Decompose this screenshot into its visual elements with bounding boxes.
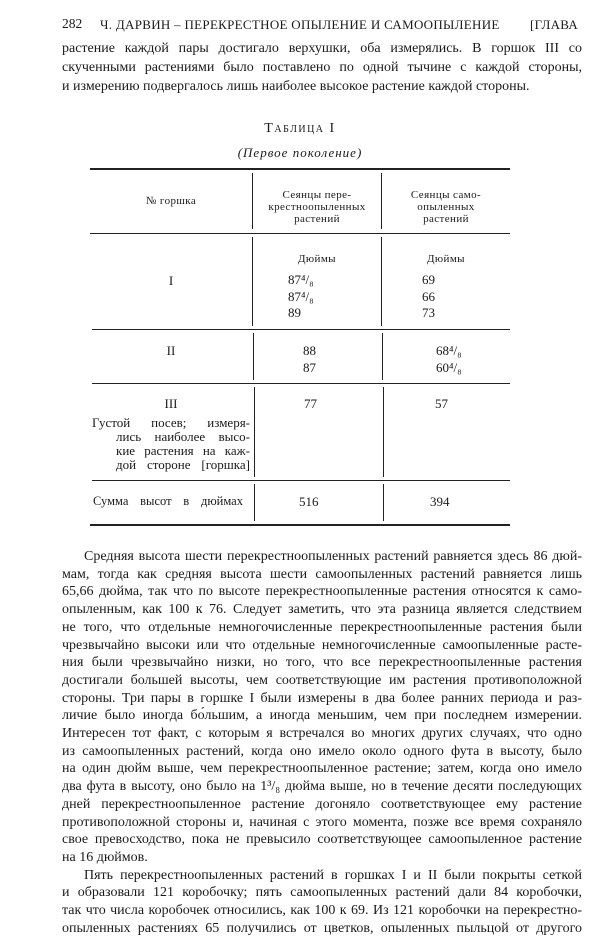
pot-note-line: дой стороне [горшка] xyxy=(116,457,250,472)
text-line: мам, тогда как средняя высота шести самоопыленных растений равняется лишь xyxy=(62,566,582,582)
table-header-rule xyxy=(90,233,510,234)
text-line: из самоопыленных растений, когда оно имело около одного фута в высоту, было xyxy=(62,743,582,759)
col-divider xyxy=(383,387,384,477)
chapter-label: [ГЛАВА xyxy=(530,17,579,32)
units-label: Дюймы xyxy=(298,253,336,265)
value: 87 xyxy=(303,359,316,375)
value: 69 xyxy=(422,272,435,287)
text-line: опыленных растениях 65 получились от цветков, опыленных пыльцой от другого xyxy=(62,920,582,936)
total-self: 394 xyxy=(430,494,450,509)
col-divider xyxy=(383,484,384,521)
total-crossed: 516 xyxy=(299,494,319,509)
text-line: чрезвычайно высоки или что отдельные немногочисленные самоопыленные расте- xyxy=(62,637,582,653)
col-header-self xyxy=(382,189,510,225)
table-subtitle: (Первое поколение) xyxy=(237,145,363,160)
self-values xyxy=(436,343,462,376)
col-divider xyxy=(254,484,255,521)
col-header-pot: № горшка xyxy=(145,195,197,207)
text-line: и измерению подвергалось лишь наиболее высокое растение каждой стороны. xyxy=(62,79,530,94)
text-line: противоположной стороны и, начиная с этого момента, позже все время сохраняло xyxy=(62,814,582,830)
text-line: Интересен тот факт, с которым я встречался во многих других случаях, что одно xyxy=(62,726,582,741)
value: 68⁴/₈ xyxy=(436,343,462,358)
self-value: 57 xyxy=(435,396,448,411)
page-number: 282 xyxy=(62,16,83,31)
crossed-values xyxy=(303,343,316,376)
running-title: Ч. ДАРВИН – ПЕРЕКРЕСТНОЕ ОПЫЛЕНИЕ И САМООПЫЛЕНИЕ xyxy=(100,17,500,32)
text-line: 65,66 дюйма, так что по высоте перекрестноопыленные растения относятся к само- xyxy=(62,584,582,600)
text-line: два фута в высоту, оно было на 1³/₈ дюйма выше, но в течение десяти последующих xyxy=(62,779,582,795)
header-line: крестноопыленных xyxy=(268,201,366,213)
pot-note-line: Густой посев; измеря- xyxy=(92,415,250,430)
pot-number: II xyxy=(166,343,176,358)
pot-note-line: лись наиболее высо- xyxy=(116,429,250,444)
value: 89 xyxy=(288,305,301,320)
text-line: ния были чрезвычайно низки, но того, что все перекрестноопыленные растения xyxy=(62,655,582,671)
row-rule xyxy=(92,329,510,330)
col-divider xyxy=(253,333,254,380)
text-line: Пять перекрестноопыленных растений в горшках I и II были покрыты сеткой xyxy=(84,867,582,883)
text-line: не того, что отдельные немногочисленные перекрестноопыленные растения были xyxy=(62,619,582,635)
text-line: опыленным, как 100 к 76. Следует заметить, что эта разница является следствием xyxy=(62,602,582,618)
text-line: стороны. Три пары в горшке I были измерены в два более ранних периода и раз- xyxy=(62,690,582,706)
value: 87⁴/₈ xyxy=(288,272,314,287)
header-line: опыленных xyxy=(417,201,475,213)
value: 66 xyxy=(422,288,435,304)
col-divider xyxy=(252,237,253,326)
total-label: Сумма высот в дюймах xyxy=(93,494,243,508)
value: 60⁴/₈ xyxy=(436,359,462,375)
pot-number: III xyxy=(164,396,178,411)
row-rule xyxy=(92,480,510,481)
text-line: скученными растениями было поставлено по одной тычине с каждой стороны, xyxy=(62,60,582,75)
col-divider xyxy=(381,237,382,326)
header-line: Сеянцы само- xyxy=(410,189,482,201)
table-title: Таблица I xyxy=(264,121,336,136)
text-line: Средняя высота шести перекрестноопыленных растений равняется здесь 86 дюй- xyxy=(84,549,582,564)
text-line: свое превосходство, пока не превысило соответствующее самоопыленное растение xyxy=(62,832,582,848)
text-line: дней перекрестноопыленное растение догоняло соответствующее ему растение xyxy=(62,796,582,812)
header-line: Сеянцы пере- xyxy=(282,189,352,201)
header-line: растений xyxy=(294,213,340,225)
text-line: так что числа коробочек относились, как 100 к 69. Из 121 коробочки на перекрестно- xyxy=(62,903,582,918)
value: 73 xyxy=(422,305,435,320)
value: 88 xyxy=(303,343,316,358)
col-divider xyxy=(254,387,255,477)
text-line: на один дюйм выше, чем перекрестноопыленное растение; затем, когда оно имело xyxy=(62,761,582,777)
crossed-values xyxy=(288,272,314,322)
pot-number: I xyxy=(168,273,174,288)
text-line: и образовали 121 коробочку; пять самоопыленных растений дали 84 коробочки, xyxy=(62,885,582,901)
self-values xyxy=(422,272,435,322)
col-header-crossed xyxy=(253,189,381,225)
header-line: растений xyxy=(423,213,469,225)
text-line: растение каждой пары достигало верхушки, оба измерялись. В горшок III со xyxy=(62,41,582,56)
pot-note-line: кие растения на каж- xyxy=(116,443,250,458)
row-rule xyxy=(92,383,510,384)
crossed-value: 77 xyxy=(304,396,317,411)
col-divider xyxy=(382,333,383,380)
value: 87⁴/₈ xyxy=(288,288,314,304)
units-label: Дюймы xyxy=(427,253,465,265)
text-line: личие было иногда бо́льшим, а иногда меньшим, чем при последнем измерении. xyxy=(62,708,582,724)
table-bottom-rule xyxy=(90,524,510,526)
text-line: на 16 дюймов. xyxy=(62,849,148,865)
text-line: достигали большей высоты, чем соответствующие им растения противоположной xyxy=(62,672,582,688)
table-top-rule xyxy=(90,168,510,170)
